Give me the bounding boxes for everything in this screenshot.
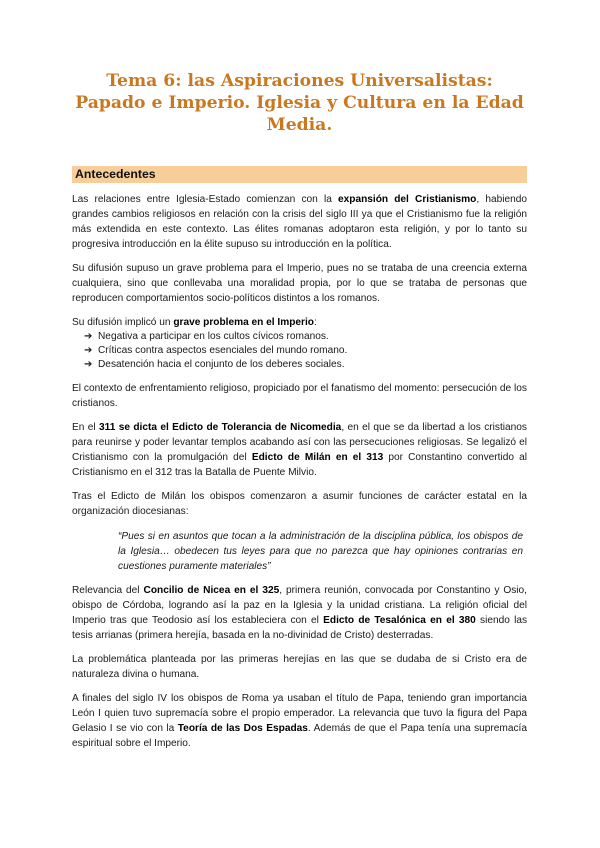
p7-text-a: Relevancia del	[72, 585, 144, 596]
p7-text-e: siendo las tesis arrianas (primera herejía, basada en la no-divinidad de Cristo) desterradas.	[72, 615, 528, 641]
p5-text-a: En el	[72, 422, 100, 433]
list-item-text: Desatención hacia el conjunto de los deberes sociales.	[98, 359, 345, 370]
p7-text-c: , primera reunión, convocada por Constantino y Osio, obispo de Córdoba, logrando así la paz en la Iglesia y la unidad cristiana. La religión oficial del Imperio tras que Teodosio así los estableciera con el	[72, 585, 527, 626]
paragraph-5	[72, 420, 527, 480]
section-heading: Antecedentes	[72, 166, 527, 183]
p9-bold-dos-espadas: Teoría de las Dos Espadas	[177, 723, 308, 734]
p7-bold-tesalonica: Edicto de Tesalónica en el 380	[323, 615, 476, 626]
p7-bold-nicea: Concilio de Nicea en el 325	[143, 585, 280, 596]
p1-text-c: , habiendo grandes cambios religiosos en relación con la crisis del siglo III ya que el Cristianismo fue la religión más extendida en este contexto. Las élites romanas adoptaron esta religión, y por lo tanto su progresiva introducción en la élite supuso su introducción en la política.	[72, 194, 527, 250]
list-item	[84, 344, 527, 358]
p3-text-a: Su difusión implicó un	[72, 317, 174, 328]
paragraph-2: Su difusión supuso un grave problema para el Imperio, pues no se trataba de una creencia externa cualquiera, sino que conllevaba una moralidad propia, por lo que se trataba de personas que reproducen comportamientos socio-políticos distintos a los romanos.	[72, 263, 527, 304]
paragraph-7	[72, 583, 527, 643]
p5-bold-nicomedia: 311 se dicta el Edicto de Tolerancia de Nicomedia	[99, 422, 342, 433]
paragraph-8: La problemática planteada por las primeras herejías en las que se dudaba de si Cristo era de naturaleza divina o humana.	[72, 654, 527, 680]
arrow-icon: ➔	[84, 345, 93, 356]
p3-bold-problema: grave problema en el Imperio	[173, 317, 314, 328]
paragraph-6: Tras el Edicto de Milán los obispos comenzaron a asumir funciones de carácter estatal en la organización diocesianas:	[72, 491, 527, 517]
paragraph-1	[72, 192, 527, 252]
p1-bold-expansion: expansión del Cristianismo	[338, 194, 477, 205]
list-item	[84, 358, 527, 372]
block-quote: “Pues si en asuntos que tocan a la administración de la disciplina pública, los obispos de la Iglesia… obedecen tus leyes para que no parezca que hay opiniones contrarias en cuestiones puramente materiales”	[118, 531, 523, 572]
p9-text-a: A finales del siglo IV los obispos de Roma ya usaban el título de Papa, teniendo gran importancia León I quien tuvo supremacía sobre el propio emperador. La relevancia que tuvo la figura del Papa Gelasio I se vio con la	[72, 693, 527, 734]
document-title: Tema 6: las Aspiraciones Universalistas: Papado e Imperio. Iglesia y Cultura en la Edad Media.	[75, 71, 524, 135]
p1-text-a: Las relaciones entre Iglesia-Estado comienzan con la	[72, 194, 338, 205]
arrow-icon: ➔	[84, 331, 93, 342]
list-item-text: Críticas contra aspectos esenciales del mundo romano.	[98, 345, 348, 356]
list-item	[84, 330, 527, 344]
list-item-text: Negativa a participar en los cultos cívicos romanos.	[98, 331, 329, 342]
bullet-list	[72, 330, 527, 372]
document-page	[72, 0, 527, 751]
p5-text-c: , en el que se da libertad a los cristianos para reunirse y poder levantar templos acabando así con las persecuciones religiosas. Se legalizó el Cristianismo con la promulgación del	[72, 422, 527, 463]
p9-text-c: . Además de que el Papa tenía una supremacía espiritual sobre el Imperio.	[72, 723, 527, 749]
paragraph-9	[72, 691, 527, 751]
p3-text-c: :	[314, 317, 317, 328]
p5-bold-milan: Edicto de Milán en el 313	[251, 452, 384, 463]
paragraph-3	[72, 315, 527, 330]
arrow-icon: ➔	[84, 359, 93, 370]
paragraph-4: El contexto de enfrentamiento religioso, propiciado por el fanatismo del momento: persecución de los cristianos.	[72, 383, 527, 409]
p5-text-e: por Constantino convertido al Cristianismo en el 312 tras la Batalla de Puente Milvio.	[72, 452, 527, 478]
